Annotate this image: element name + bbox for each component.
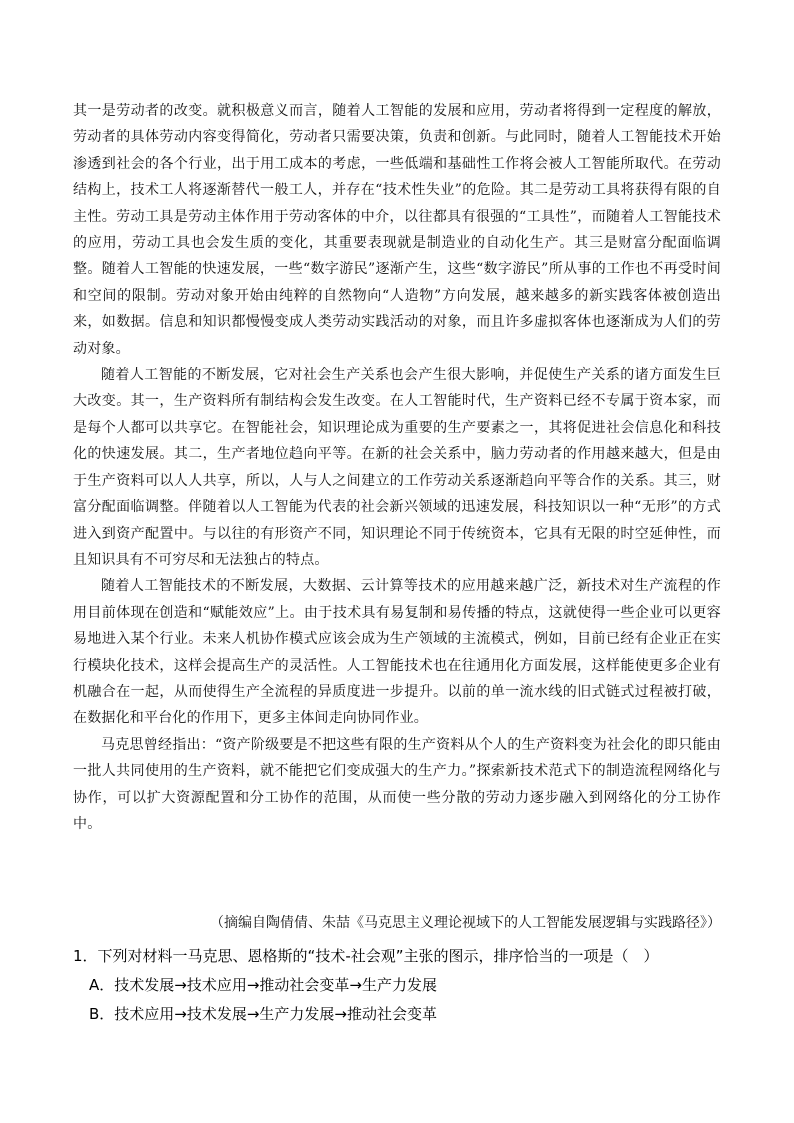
- option-a[interactable]: A．技术发展→技术应用→推动社会变革→生产力发展: [89, 976, 437, 994]
- article-body: [73, 98, 721, 837]
- paragraph-4: 马克思曾经指出：“资产阶级要是不把这些有限的生产资料从个人的生产资料变为社会化的即只能由一批人共同使用的生产资料，就不能把它们变成强大的生产力。”探索新技术范式下的制造流程网络化与协作，可以扩大资源配置和分工协作的范围，从而使一些分散的劳动力逐步融入到网络化的分工协作中。: [73, 736, 721, 832]
- paragraph-1: 其一是劳动者的改变。就积极意义而言，随着人工智能的发展和应用，劳动者将得到一定程度的解放，劳动者的具体劳动内容变得简化，劳动者只需要决策，负责和创新。与此同时，随着人工智能技术开始渗透到社会的各个行业，出于用工成本的考虑，一些低端和基础性工作将会被人工智能所取代。在劳动结构上，技术工人将逐渐替代一般工人，并存在“技术性失业”的危险。其二是劳动工具将获得有限的自主性。劳动工具是劳动主体作用于劳动客体的中介，以往都具有很强的“工具性”，而随着人工智能技术的应用，劳动工具也会发生质的变化，其重要表现就是制造业的自动化生产。其三是财富分配面临调整。随着人工智能的快速发展，一些“数字游民”逐渐产生，这些“数字游民”所从事的工作也不再受时间和空间的限制。劳动对象开始由纯粹的自然物向“人造物”方向发展，越来越多的新实践客体被创造出来，如数据。信息和知识都慢慢变成人类劳动实践活动的对象，而且许多虚拟客体也逐渐成为人们的劳动对象。: [73, 103, 721, 357]
- question-block: [73, 942, 721, 1029]
- option-b[interactable]: B．技术应用→技术发展→生产力发展→推动社会变革: [89, 1005, 437, 1023]
- paragraph-3: 随着人工智能技术的不断发展，大数据、云计算等技术的应用越来越广泛，新技术对生产流程的作用目前体现在创造和“赋能效应”上。由于技术具有易复制和易传播的特点，这就使得一些企业可以更容易地进入某个行业。未来人机协作模式应该会成为生产领域的主流模式，例如，目前已经有企业正在实行模块化技术，这样会提高生产的灵活性。人工智能技术也在往通用化方面发展，这样能使更多企业有机融合在一起，从而使得生产全流程的异质度进一步提升。以前的单一流水线的旧式链式过程被打破，在数据化和平台化的作用下，更多主体间走向协同作业。: [73, 578, 721, 727]
- article-source: （摘编自陶倩倩、朱喆《马克思主义理论视域下的人工智能发展逻辑与实践路径》）: [210, 915, 721, 931]
- question-stem: 1．下列对材料一马克思、恩格斯的“技术-社会观”主张的图示，排序恰当的一项是（ ）: [73, 947, 659, 965]
- paragraph-2: 随着人工智能的不断发展，它对社会生产关系也会产生很大影响，并促使生产关系的诸方面发生巨大改变。其一，生产资料所有制结构会发生改变。在人工智能时代，生产资料已经不专属于资本家，而是每个人都可以共享它。在智能社会，知识理论成为重要的生产要素之一，其将促进社会信息化和科技化的快速发展。其二，生产者地位趋向平等。在新的社会关系中，脑力劳动者的作用越来越大，但是由于生产资料可以人人共享，所以，人与人之间建立的工作劳动关系逐渐趋向平等合作的关系。其三，财富分配面临调整。伴随着以人工智能为代表的社会新兴领域的迅速发展，科技知识以一种“无形”的方式进入到资产配置中。与以往的有形资产不同，知识理论不同于传统资本，它具有无限的时空延伸性，而且知识具有不可穷尽和无法独占的特点。: [73, 367, 721, 568]
